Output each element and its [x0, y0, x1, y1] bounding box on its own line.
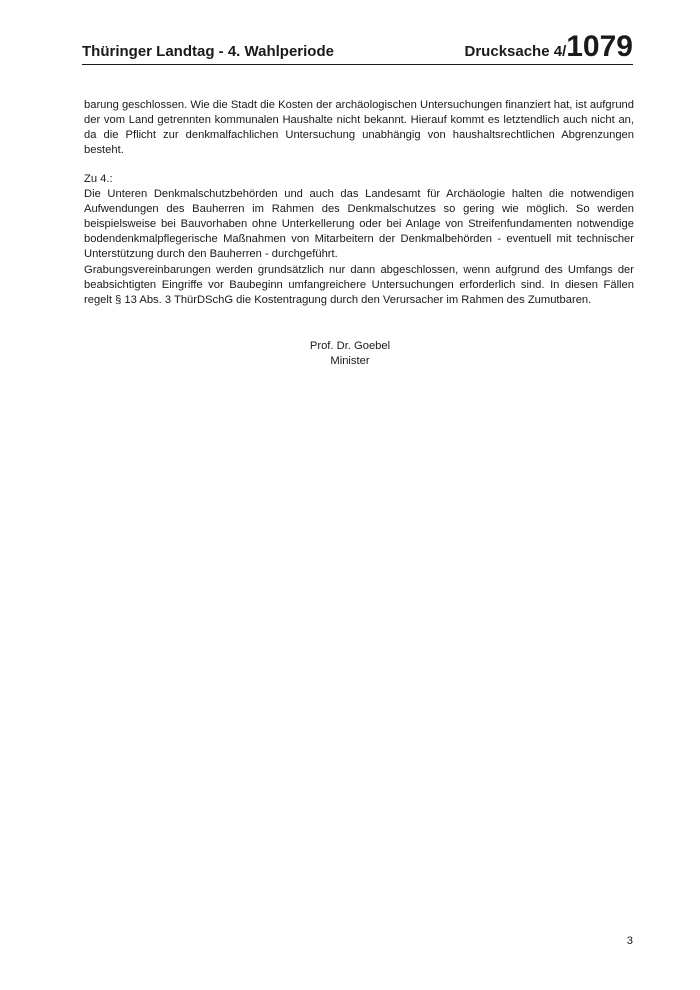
- signature-block: [0, 339, 700, 369]
- section-heading: Zu 4.:: [84, 173, 113, 185]
- signatory-role: Minister: [330, 355, 370, 368]
- paragraph-continuation: barung geschlossen. Wie die Stadt die Kosten der archäologischen Untersuchungen finanziert hat, ist aufgrund der vom Land getrennten kommunalen Haushalte nicht bekannt. Hierauf kommt es letztendlich auch nicht an, da die Pflicht zur denkmalfachlichen Untersuchung unabhängig von haushaltsrechtlichen Abgrenzungen besteht.: [84, 99, 634, 157]
- page-header: [82, 28, 633, 65]
- paragraph-grabungsvereinbarungen: Grabungsvereinbarungen werden grundsätzlich nur dann abgeschlossen, wenn aufgrund des Umfangs der beabsichtigten Eingriffe vor Baubeginn umfangreichere Untersuchungen erforderlich sind. In diesen Fällen regelt § 13 Abs. 3 ThürDSchG die Kostentragung durch den Verursacher im Rahmen des Zumutbaren.: [84, 263, 634, 306]
- paragraph-aufwendungen: Die Unteren Denkmalschutzbehörden und auch das Landesamt für Archäologie halten die notwendigen Aufwendungen des Bauherren im Rahmen des Denkmalschutzes so gering wie möglich. So werden beispielsweise bei Bauvorhaben ohne Unterkellerung oder bei Anlage von Streifenfundamenten notwendige bodendenkmalpflegerische Maßnahmen von Mitarbeitern der Denkmalbehörden - eventuell mit technischer Unterstützung durch den Bauherren - durchgeführt.: [84, 188, 634, 261]
- section-zu-4: [84, 172, 634, 308]
- parliament-title: Thüringer Landtag - 4. Wahlperiode: [82, 43, 334, 60]
- signatory-name: Prof. Dr. Goebel: [309, 340, 391, 352]
- drucksache-label: Drucksache 4/: [464, 43, 567, 60]
- drucksache-number: 1079: [566, 30, 633, 63]
- page-number: 3: [626, 935, 633, 947]
- document-number: [465, 32, 633, 62]
